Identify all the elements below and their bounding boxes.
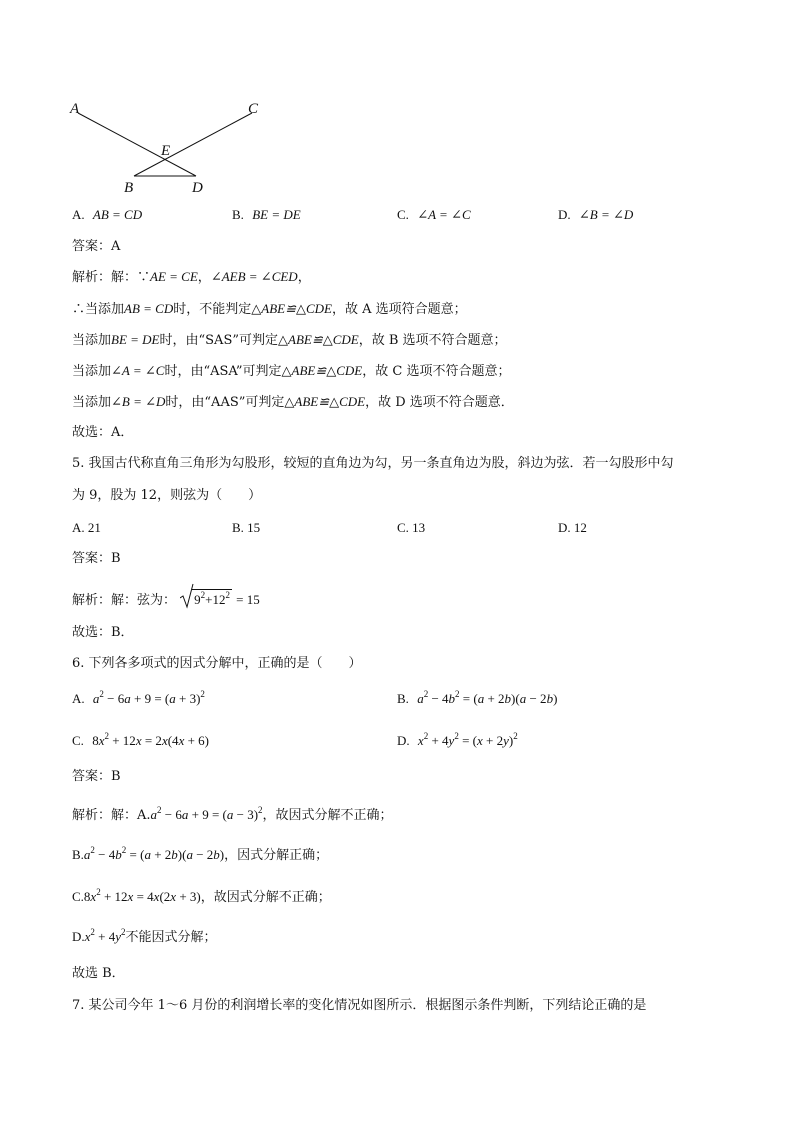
q6-stem: 6. 下列各多项式的因式分解中，正确的是（ ） — [72, 656, 362, 671]
q5-option-a: A. 21 — [72, 520, 101, 535]
q6-analysis-d: $D.x^2 + 4y^2$不能因式分解； — [72, 927, 217, 945]
label-b: B — [124, 180, 134, 196]
label-a: A — [70, 101, 80, 117]
q6-option-c: C. $8x^2 + 12x = 2x(4x + 6)$ — [72, 731, 210, 748]
q4-analysis-intro: 解析：解：∵AE = CE，∠AEB = ∠CED， — [72, 269, 311, 285]
q5-stem-line-2: 为 9，股为 12，则弦为（ ） — [72, 488, 262, 503]
q6-analysis-c: $C.8x^2 + 12x = 4x(2x + 3)$，故因式分解不正确； — [72, 887, 331, 905]
geometry-figure — [66, 96, 276, 196]
q5-option-c: C. 13 — [397, 520, 426, 535]
q6-option-a: A. $a^2 - 6a + 9 = (a + 3)^2$ — [72, 689, 205, 706]
q5-conclusion: 故选：B． — [72, 625, 134, 640]
q4-conclusion: 故选：A． — [72, 425, 134, 440]
q4-option-d: D. ∠B = ∠D — [558, 207, 634, 222]
label-c: C — [248, 101, 259, 117]
q4-analysis-line-4: 当添加∠B = ∠D时，由“AAS”可判定△ABE≌△CDE，故 D 选项不符合题意． — [72, 394, 514, 410]
q4-option-a: A. AB = CD — [72, 207, 143, 222]
q5-answer: 答案：B — [72, 551, 121, 566]
q6-analysis-a: 解析：解：$A.a^2 - 6a + 9 = (a - 3)^2$，故因式分解不正确； — [72, 805, 393, 823]
q4-analysis-line-3: 当添加∠A = ∠C时，由“ASA”可判定△ABE≌△CDE，故 C 选项不符合题意； — [72, 363, 511, 379]
label-e: E — [161, 143, 171, 159]
q6-option-d: D. $x^2 + 4y^2 = (x + 2y)^2$ — [397, 731, 518, 748]
q4-answer: 答案：A — [72, 239, 121, 254]
q4-option-c: C. ∠A = ∠C — [397, 207, 471, 222]
q6-option-b: B. $a^2 - 4b^2 = (a + 2b)(a - 2b)$ — [397, 689, 558, 706]
segment-CB — [134, 113, 252, 176]
label-d: D — [192, 180, 203, 196]
q5-option-b: B. 15 — [232, 520, 261, 535]
radical-sign-icon — [180, 583, 194, 609]
q5-stem-line-1: 5. 我国古代称直角三角形为勾股形，较短的直角边为勾，另一条直角边为股，斜边为弦．若一勾股形中勾 — [72, 456, 674, 471]
q6-answer: 答案：B — [72, 769, 121, 784]
q4-option-b: B. BE = DE — [232, 207, 301, 222]
q4-analysis-line-2: 当添加BE = DE时，由“SAS”可判定△ABE≌△CDE，故 B 选项不符合题意； — [72, 332, 507, 348]
q5-analysis: 解析：解：弦为： $9^2+12^2 = 15$ — [72, 589, 260, 610]
segment-AD — [78, 113, 196, 176]
square-root-expression: $9^2+12^2$ — [180, 589, 232, 609]
q5-option-d: D. 12 — [558, 520, 587, 535]
q6-conclusion: 故选 B． — [72, 966, 125, 981]
q4-analysis-line-1: ∴当添加AB = CD时，不能判定△ABE≌△CDE，故 A 选项符合题意； — [72, 301, 467, 317]
q7-stem-line-1: 7. 某公司今年 1～6 月份的利润增长率的变化情况如图所示．根据图示条件判断，下列结论正确的是 — [72, 998, 647, 1013]
q6-analysis-b: $B.a^2 - 4b^2 = (a + 2b)(a - 2b)$，因式分解正确； — [72, 845, 329, 863]
